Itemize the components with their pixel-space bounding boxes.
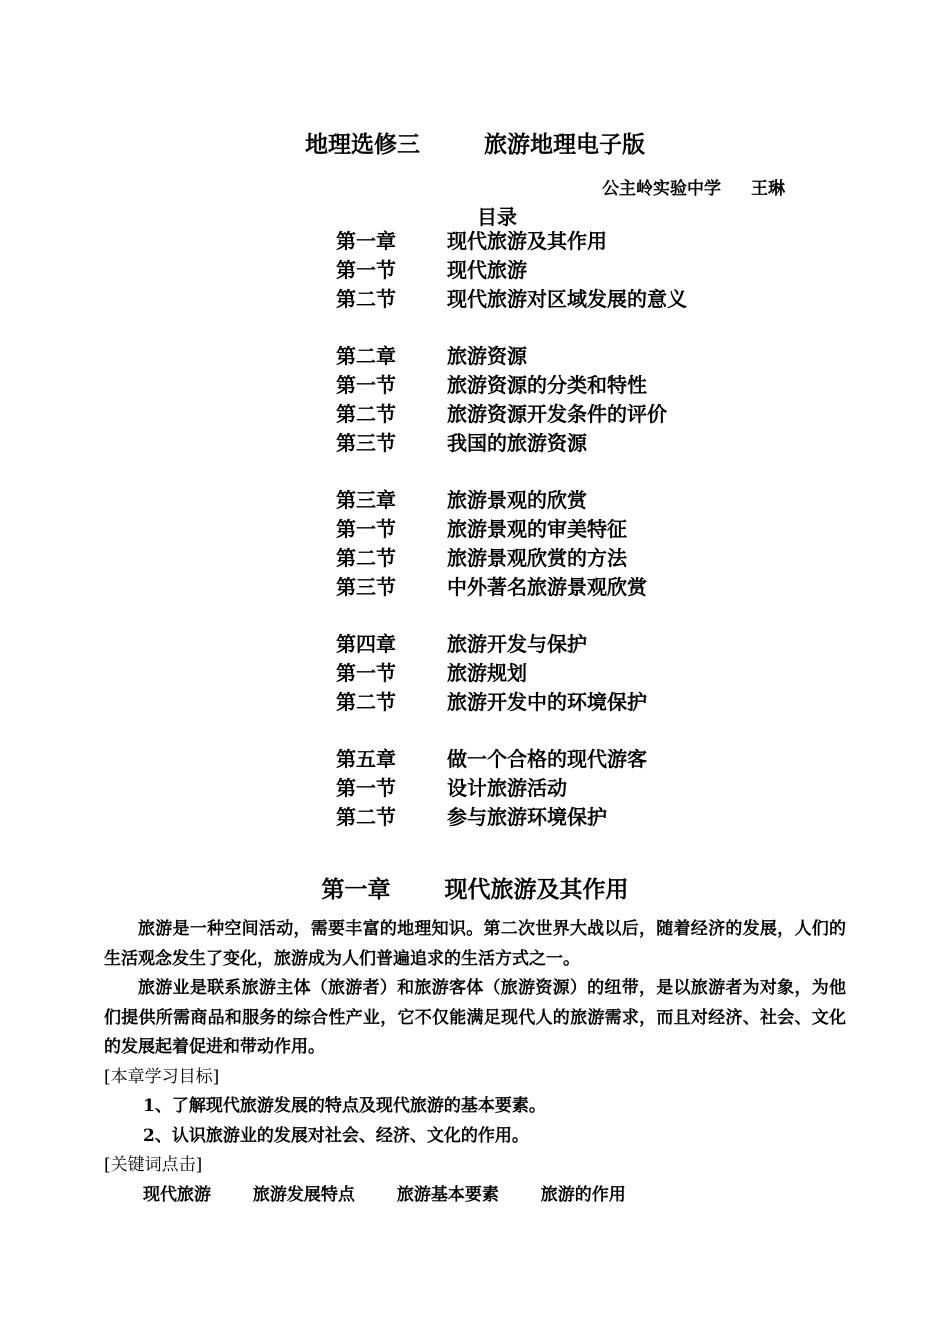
author-line: [602, 174, 785, 199]
toc-chapter-row: [336, 630, 687, 659]
school-name: 公主岭实验中学: [602, 179, 721, 199]
toc-title: 旅游开发与保护: [447, 632, 587, 657]
toc-title: 设计旅游活动: [447, 776, 567, 801]
toc-section-row: [336, 400, 687, 429]
toc-title: 我国的旅游资源: [447, 430, 587, 455]
toc-section-row: [336, 688, 687, 717]
keyword: 旅游发展特点: [252, 1184, 355, 1205]
toc-number: 第二节: [336, 804, 396, 829]
toc-number: 第三章: [336, 488, 396, 513]
toc-title: 旅游资源: [447, 344, 527, 369]
table-of-contents: [336, 227, 687, 832]
toc-title: 旅游资源开发条件的评价: [447, 401, 667, 426]
toc-number: 第一节: [336, 372, 396, 397]
toc-title: 旅游开发中的环境保护: [447, 689, 647, 714]
toc-title: 旅游景观的欣赏: [447, 488, 587, 513]
keywords-label: [关键词点击]: [104, 1155, 203, 1175]
toc-number: 第二节: [336, 401, 396, 426]
toc-number: 第五章: [336, 747, 396, 772]
chapter-body: [104, 915, 846, 1210]
chapter-name: 现代旅游及其作用: [444, 876, 629, 903]
goal-item: 2、认识旅游业的发展对社会、经济、文化的作用。: [143, 1125, 529, 1146]
toc-spacer: [336, 457, 687, 486]
toc-title: 现代旅游及其作用: [447, 229, 607, 253]
toc-number: 第二节: [336, 545, 396, 570]
toc-number: 第一节: [336, 516, 396, 541]
toc-number: 第一章: [336, 229, 396, 253]
toc-title: 做一个合格的现代游客: [447, 747, 647, 772]
toc-chapter-row: [336, 745, 687, 774]
goal-item: 1、了解现代旅游发展的特点及现代旅游的基本要素。: [143, 1096, 546, 1116]
keyword: 旅游的作用: [540, 1184, 626, 1205]
toc-number: 第四章: [336, 632, 396, 657]
toc-number: 第三节: [336, 574, 396, 599]
toc-title: 参与旅游环境保护: [447, 804, 607, 829]
toc-title: 旅游规划: [447, 660, 527, 685]
toc-chapter-row: [336, 342, 687, 371]
chapter-title: [0, 871, 950, 904]
chapter-number: 第一章: [321, 876, 391, 903]
toc-chapter-row: [336, 486, 687, 515]
toc-heading: 目录: [477, 205, 517, 229]
body-paragraph: 旅游业是联系旅游主体（旅游者）和旅游客体（旅游资源）的纽带，是以旅游者为对象，为他们提供所需商品和服务的综合性产业，它不仅能满足现代人的旅游需求，而且对经济、社会、文化的发展起着促进和带动作用。: [104, 978, 846, 1057]
body-paragraph: 旅游是一种空间活动，需要丰富的地理知识。第二次世界大战以后，随着经济的发展，人们的生活观念发生了变化，旅游成为人们普遍追求的生活方式之一。: [104, 919, 846, 969]
toc-number: 第一节: [336, 776, 396, 801]
toc-section-row: [336, 573, 687, 602]
toc-number: 第一节: [336, 257, 396, 282]
toc-section-row: [336, 371, 687, 400]
toc-title: 现代旅游: [447, 257, 527, 282]
toc-section-row: [336, 429, 687, 458]
toc-section-row: [336, 544, 687, 573]
toc-number: 第一节: [336, 660, 396, 685]
keyword: 旅游基本要素: [396, 1184, 499, 1205]
toc-number: 第二节: [336, 689, 396, 714]
toc-section-row: [336, 515, 687, 544]
author-name: 王琳: [751, 179, 785, 199]
toc-chapter-row: [336, 227, 687, 256]
keyword: 现代旅游: [143, 1184, 211, 1205]
toc-title: 中外著名旅游景观欣赏: [447, 574, 647, 599]
toc-section-row: [336, 774, 687, 803]
document-title-right: 旅游地理电子版: [484, 131, 645, 158]
toc-section-row: [336, 803, 687, 832]
toc-number: 第二章: [336, 344, 396, 369]
toc-number: 第三节: [336, 430, 396, 455]
toc-title: 旅游景观欣赏的方法: [447, 545, 627, 570]
toc-section-row: [336, 285, 687, 314]
toc-section-row: [336, 256, 687, 285]
document-title: [0, 126, 950, 159]
document-title-left: 地理选修三: [305, 131, 420, 158]
toc-section-row: [336, 659, 687, 688]
keywords-list: [104, 1181, 846, 1211]
toc-title: 旅游资源的分类和特性: [447, 372, 647, 397]
toc-spacer: [336, 601, 687, 630]
toc-spacer: [336, 717, 687, 746]
toc-spacer: [336, 313, 687, 342]
goals-label: [本章学习目标]: [104, 1066, 220, 1087]
toc-number: 第二节: [336, 286, 396, 311]
toc-title: 现代旅游对区域发展的意义: [447, 286, 687, 311]
toc-title: 旅游景观的审美特征: [447, 516, 627, 541]
